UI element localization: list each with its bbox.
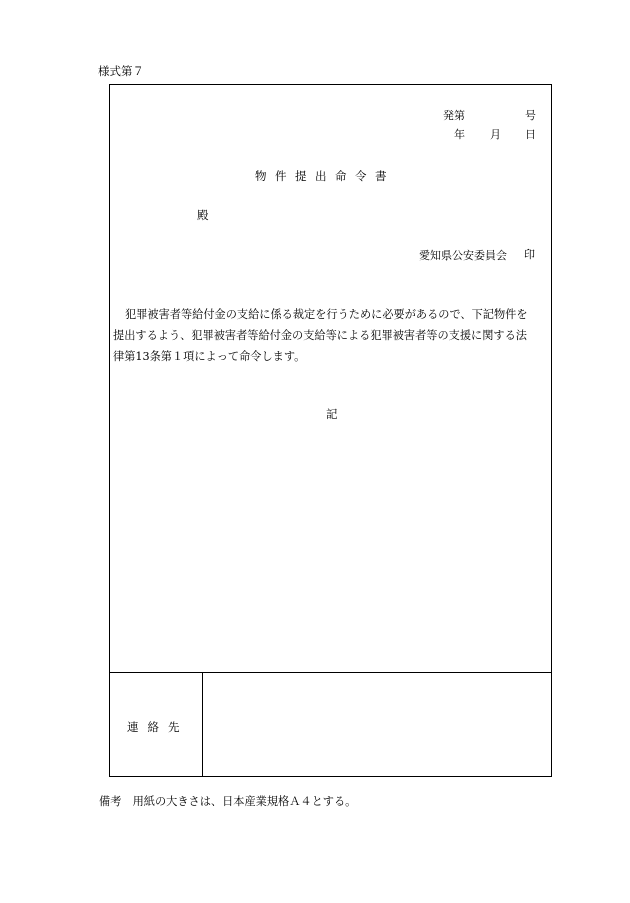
contact-label: 連絡先: [127, 720, 189, 734]
issue-number-suffix: 号: [525, 109, 536, 122]
issue-number-prefix: 発第: [443, 109, 465, 122]
document-title: 物件提出命令書: [255, 169, 395, 183]
contact-section-divider: [109, 672, 552, 673]
date-month-label: 月: [490, 128, 501, 141]
seal-mark-icon: 印: [524, 248, 535, 261]
note-heading: 記: [326, 407, 338, 421]
body-text-line: 提出するよう、犯罪被害者等給付金の支給等による犯罪被害者等の支援に関する法: [113, 329, 527, 342]
date-day-label: 日: [525, 128, 536, 141]
body-text-line: 律第13条第１項によって命令します。: [113, 350, 306, 363]
body-text-line: 犯罪被害者等給付金の支給に係る裁定を行うために必要があるので、下記物件を: [125, 308, 528, 321]
addressee-honorific: 殿: [197, 208, 209, 222]
form-number: 様式第７: [98, 64, 144, 78]
date-year-label: 年: [454, 128, 465, 141]
remarks-note: 備考 用紙の大きさは、日本産業規格Ａ４とする。: [99, 795, 357, 808]
issuer-name: 愛知県公安委員会: [419, 249, 507, 262]
form-frame: [109, 84, 552, 777]
contact-column-divider: [202, 672, 203, 777]
